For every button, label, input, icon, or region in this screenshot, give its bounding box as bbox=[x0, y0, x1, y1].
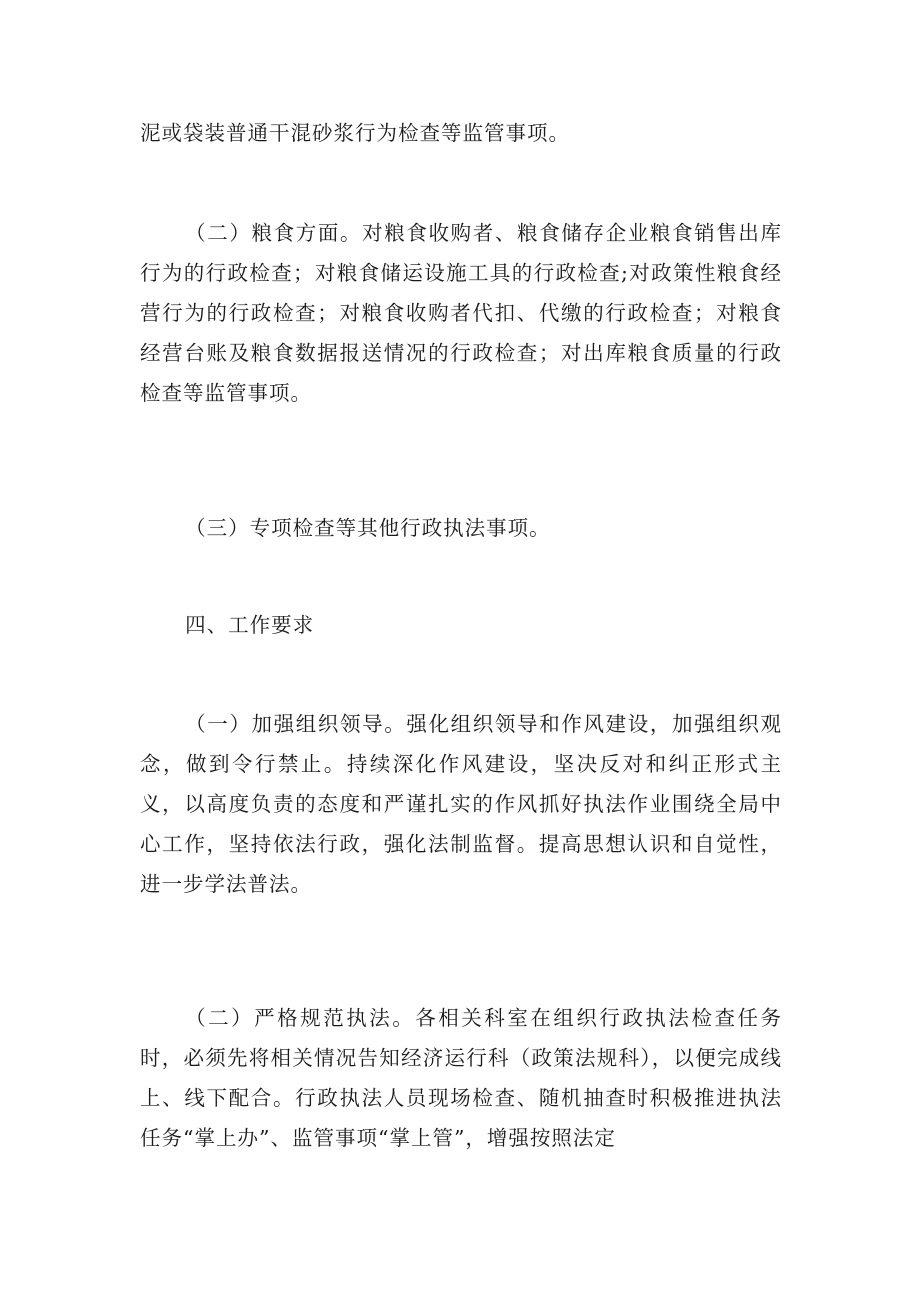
section-heading-work-requirements: 四、工作要求 bbox=[185, 613, 315, 637]
paragraph-special-inspection: （三）专项检查等其他行政执法事项。 bbox=[185, 516, 551, 540]
paragraph-grain-inspection: （二）粮食方面。对粮食收购者、粮食储存企业粮食销售出库行为的行政检查；对粮食储运设施工具的行政检查;对政策性粮食经营行为的行政检查；对粮食收购者代扣、代缴的行政检查；对粮食经营台账及粮食数据报送情况的行政检查；对出库粮食质量的行政检查等监管事项。 bbox=[140, 221, 782, 405]
paragraph-organization-leadership: （一）加强组织领导。强化组织领导和作风建设，加强组织观念，做到令行禁止。持续深化作风建设，坚决反对和纠正形式主义，以高度负责的态度和严谨扎实的作风抓好执法作业围绕全局中心工作，坚持依法行政，强化法制监督。提高思想认识和自觉性，进一步学法普法。 bbox=[140, 712, 782, 896]
paragraph-standardized-enforcement: （二）严格规范执法。各相关科室在组织行政执法检查任务时，必须先将相关情况告知经济运行科（政策法规科），以便完成线上、线下配合。行政执法人员现场检查、随机抽查时积极推进执法任务“掌上办”、监管事项“掌上管”，增强按照法定 bbox=[140, 1006, 782, 1150]
paragraph-continuation: 泥或袋装普通干混砂浆行为检查等监管事项。 bbox=[140, 121, 570, 145]
